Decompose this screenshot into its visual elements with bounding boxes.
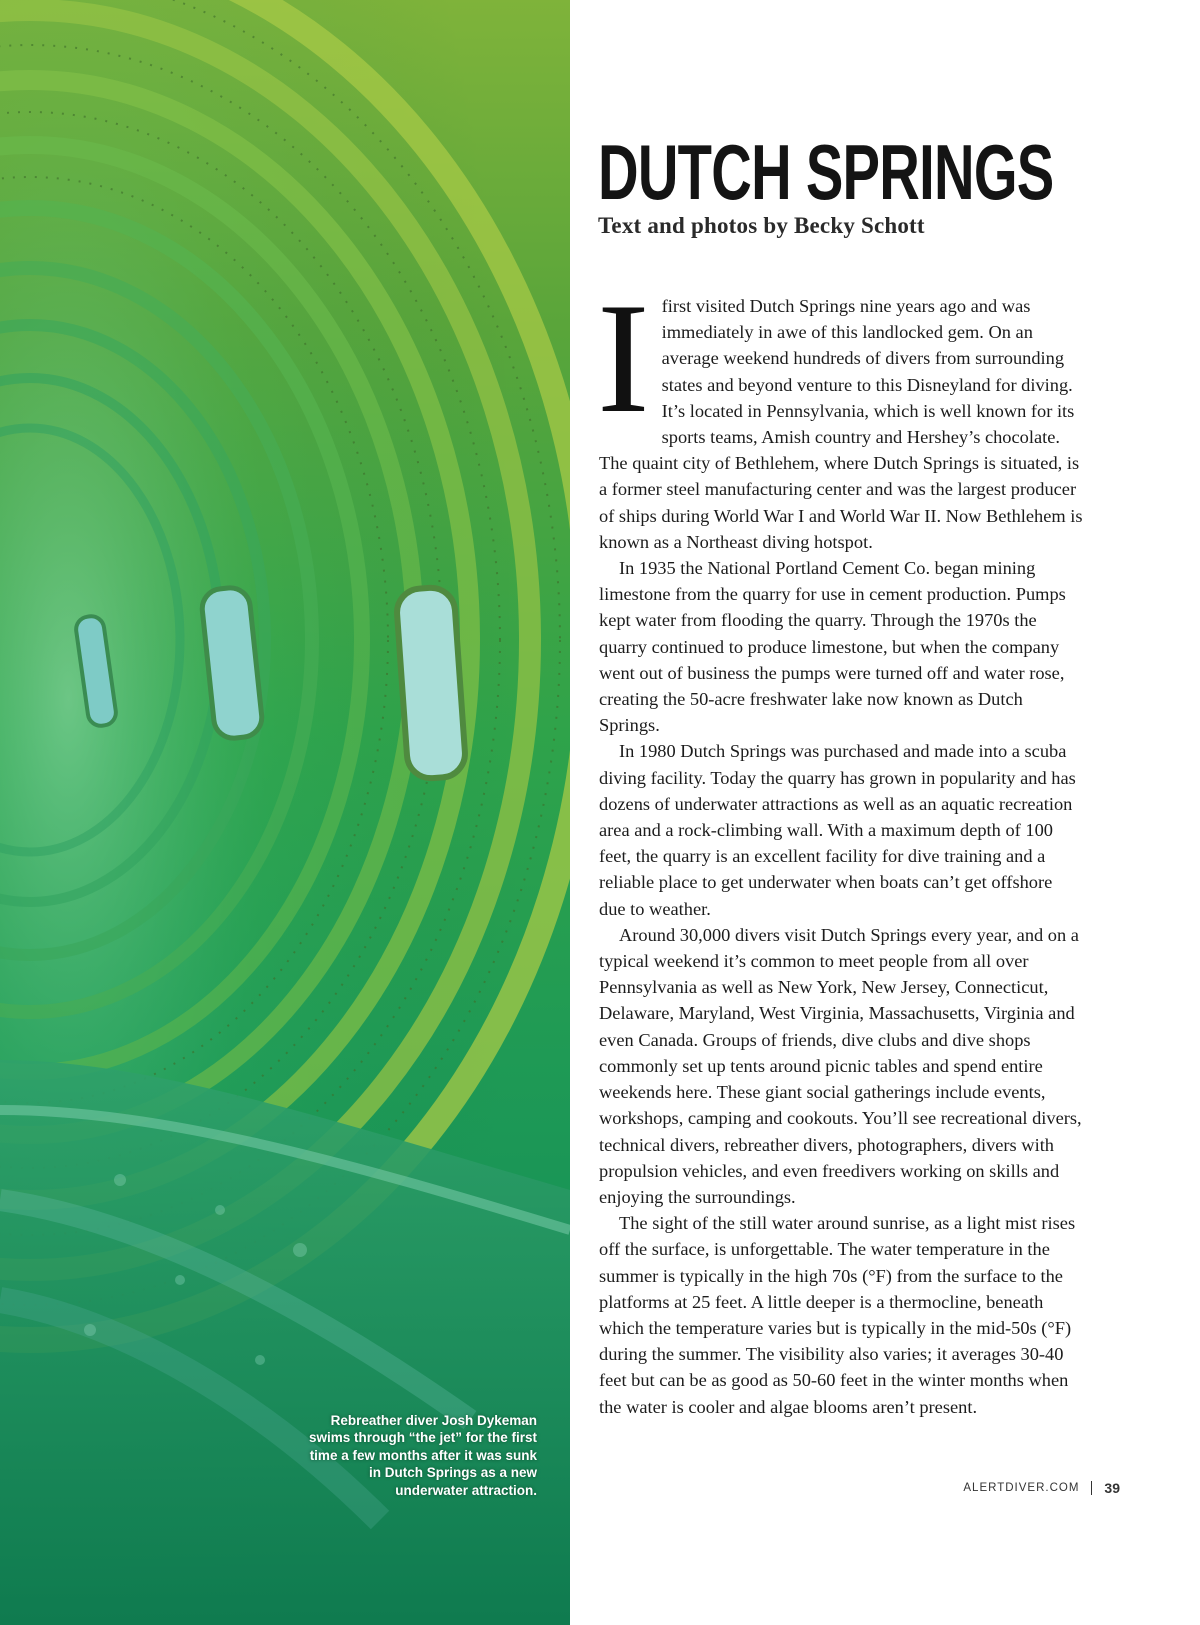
fuselage-illustration	[0, 0, 570, 1625]
footer-site: ALERTDIVER.COM	[963, 1482, 1080, 1494]
body-paragraph: Around 30,000 divers visit Dutch Springs every year, and on a typical weekend it’s common to meet people from all over Pennsylvania as well as New York, New Jersey, Connecticut, Delaware, Maryland, West Virginia, Massachusetts, Virginia and even Canada. Groups of friends, dive clubs and dive shops commonly set up tents around picnic tables and spend entire weekends here. These giant social gatherings include events, workshops, camping and cookouts. You’ll see recreational divers, technical divers, rebreather divers, photographers, divers with propulsion vehicles, and even freedivers working on skills and enjoying the surroundings.	[599, 924, 1082, 1207]
article-body	[597, 271, 1083, 1420]
body-paragraph: In 1980 Dutch Springs was purchased and made into a scuba diving facility. Today the quarry has grown in popularity and has dozens of underwater attractions as well as an aquatic recreation area and a rock-climbing wall. With a maximum depth of 100 feet, the quarry is an excellent facility for dive training and a reliable place to get underwater when boats can’t get offshore due to weather.	[599, 741, 1076, 919]
lead-paragraph	[597, 271, 1083, 555]
page-footer	[963, 1480, 1120, 1496]
photo-caption: Rebreather diver Josh Dykeman swims through “the jet” for the first time a few months after it was sunk in Dutch Springs as a new underwater attraction.	[308, 1413, 537, 1498]
article-title: DUTCH SPRINGS	[598, 128, 1054, 216]
page-number: 39	[1104, 1480, 1120, 1496]
body-paragraph: In 1935 the National Portland Cement Co. began mining limestone from the quarry for use in cement production. Pumps kept water from flooding the quarry. Through the 1970s the quarry continued to produce limestone, but when the company went out of business the pumps were turned off and water rose, creating the 50-acre freshwater lake now known as Dutch Springs.	[599, 558, 1066, 736]
drop-cap: I	[597, 271, 650, 446]
lead-text: first visited Dutch Springs nine years ago and was immediately in awe of this landlocked gem. On an average weekend hundreds of divers from surrounding states and beyond venture to this Disneyland for diving. It’s located in Pennsylvania, which is well known for its sports teams, Amish country and Hershey’s chocolate. The quaint city of Bethlehem, where Dutch Springs is situated, is a former steel manufacturing center and was the largest producer of ships during World War I and World War II. Now Bethlehem is known as a Northeast diving hotspot.	[599, 296, 1083, 552]
footer-divider	[1091, 1481, 1092, 1495]
body-paragraph: The sight of the still water around sunrise, as a light mist rises off the surface, is unforgettable. The water temperature in the summer is typically in the high 70s (°F) from the surface to the platforms at 25 feet. A little deeper is a thermocline, beneath which the temperature varies but is typically in the mid-50s (°F) during the summer. The visibility also varies; it averages 30-40 feet but can be as good as 50-60 feet in the winter months when the water is cooler and algae blooms aren’t present.	[599, 1213, 1076, 1417]
fuselage-photo	[0, 0, 570, 1625]
article-byline: Text and photos by Becky Schott	[598, 213, 925, 238]
